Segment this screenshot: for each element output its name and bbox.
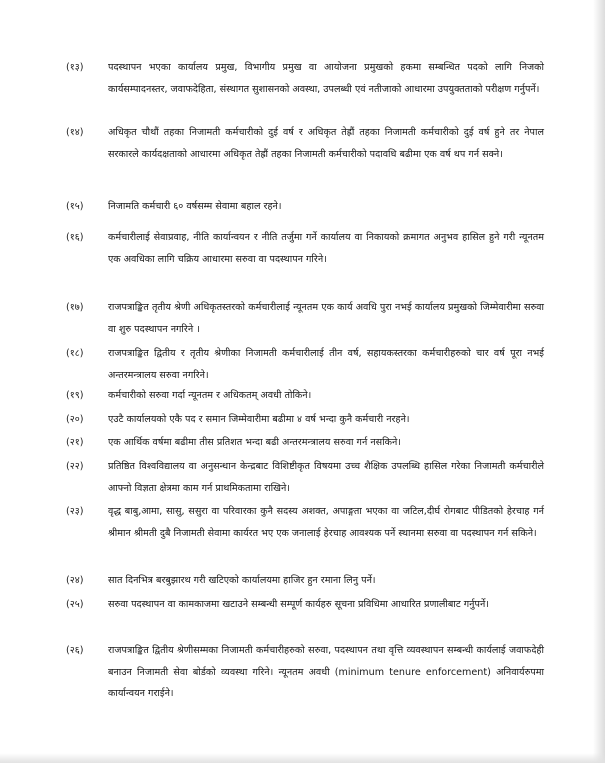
list-item [66,196,544,218]
item-number: (२६) [66,645,84,656]
item-text: राजपत्राङ्कित द्वितीय श्रेणीसम्मका निजामती कर्मचारीहरुको सरुवा, पदस्थापन तथा वृत्ति व्यवस्थापन सम्बन्धी कार्यलाई जवाफदेही बनाउन निजामती सेवा बोर्डको व्यवस्था गरिने। न्यूनतम अवधी (minimum tenure enforcement) अनिवार्यरुपमा कार्यान्वयन गराईने। [108,645,544,699]
list-item [66,432,544,454]
list-item [66,57,544,100]
item-text: राजपत्राङ्कित तृतीय श्रेणी अधिकृतस्तरको कर्मचारीलाई न्यूनतम एक कार्य अवधि पुरा नभई कार्यालय प्रमुखको जिम्मेवारीमा सरुवा वा शुरु पदस्थापन नगरिने । [108,302,544,335]
item-number: (१८) [66,348,84,359]
item-text: अधिकृत चौथौं तहका निजामती कर्मचारीको दुई वर्ष र अधिकृत तेह्रौं तहका निजामती कर्मचारीको दुई वर्ष हुने तर नेपाल सरकारले कार्यदक्षताको आधारमा अधिकृत तेह्रौं तहका निजामती कर्मचारीको पदावधि बढीमा एक वर्ष थप गर्न सक्ने। [108,127,544,160]
item-number: (२२) [66,461,84,472]
item-text: राजपत्राङ्कित द्वितीय र तृतीय श्रेणीका निजामती कर्मचारीलाई तीन वर्ष, सहायकस्तरका कर्मचारीहरुको चार वर्ष पूरा नभई अन्तरमन्त्रालय सरुवा नगरिने। [108,348,544,381]
item-number: (२४) [66,575,84,586]
item-number: (१६) [66,232,84,243]
list-item [66,640,544,705]
page-edge-shadow [593,0,605,763]
list-item [66,456,544,499]
item-text: कर्मचारीलाई सेवाप्रवाह, नीति कार्यान्वयन र नीति तर्जुमा गर्ने कार्यालय वा निकायको क्रमागत अनुभव हासिल हुने गरी न्यूनतम एक अवधिका लागि चक्रिय आधारमा सरुवा वा पदस्थापन गरिने। [108,232,544,265]
list-item [66,594,544,616]
list-item [66,385,544,407]
item-number: (१५) [66,201,84,212]
item-text: सरुवा पदस्थापन वा कामकाजमा खटाउने सम्बन्धी सम्पूर्ण कार्यहरु सूचना प्रविधिमा आधारित प्रणालीबाट गर्नुपर्ने। [108,599,489,610]
item-text: एक आर्थिक वर्षमा बढीमा तीस प्रतिशत भन्दा बढी अन्तरमन्त्रालय सरुवा गर्न नसकिने। [108,437,401,448]
list-item [66,343,544,386]
list-item [66,409,544,431]
item-number: (१७) [66,302,84,313]
item-number: (२३) [66,506,84,517]
list-item [66,122,544,165]
item-number: (२५) [66,599,84,610]
item-number: (१४) [66,127,84,138]
list-item [66,227,544,270]
item-number: (१९) [66,390,84,401]
list-item [66,570,544,592]
list-item [66,501,544,544]
item-text: वृद्ध बाबु,आमा, सासु, ससुरा वा परिवारका कुनै सदस्य अशक्त, अपाङ्गता भएका वा जटिल,दीर्घ रोगबाट पीडितको हेरचाह गर्न श्रीमान श्रीमती दुबै निजामती सेवामा कार्यरत भए एक जनालाई हेरचाह आवश्यक पर्ने स्थानमा सरुवा वा पदस्थापन गर्न सकिने। [108,506,544,539]
item-text: प्रतिष्ठित विश्वविद्यालय वा अनुसन्धान केन्द्रबाट विशिष्टीकृत विषयमा उच्च शैक्षिक उपलब्धि हासिल गरेका निजामती कर्मचारीले आफ्नो विज्ञता क्षेत्रमा काम गर्न प्राथमिकतामा राखिने। [108,461,544,494]
item-text: कर्मचारीको सरुवा गर्दा न्यूनतम र अधिकतम् अवधी तोकिने। [108,390,312,401]
item-text: पदस्थापन भएका कार्यालय प्रमुख, विभागीय प्रमुख वा आयोजना प्रमुखको हकमा सम्बन्धित पदको लागि निजको कार्यसम्पादनस्तर, जवाफदेहिता, संस्थागत सुशासनको अवस्था, उपलब्धी एवं नतीजाको आधारमा उपयुक्तताको परीक्षण गर्नुपर्ने। [108,62,544,95]
item-number: (२०) [66,414,84,425]
item-text: निजामति कर्मचारी ६० वर्षसम्म सेवामा बहाल रहने। [108,201,282,212]
page-bottom-shadow [0,753,605,763]
list-item [66,297,544,340]
item-text: एउटै कार्यालयको एकै पद र समान जिम्मेवारीमा बढीमा ४ वर्ष भन्दा कुनै कर्मचारी नरहने। [108,414,410,425]
item-number: (१३) [66,62,84,73]
item-text: सात दिनभित्र बरबुझारथ गरी खटिएको कार्यालयमा हाजिर हुन रमाना लिनु पर्ने। [108,575,376,586]
item-number: (२१) [66,437,84,448]
